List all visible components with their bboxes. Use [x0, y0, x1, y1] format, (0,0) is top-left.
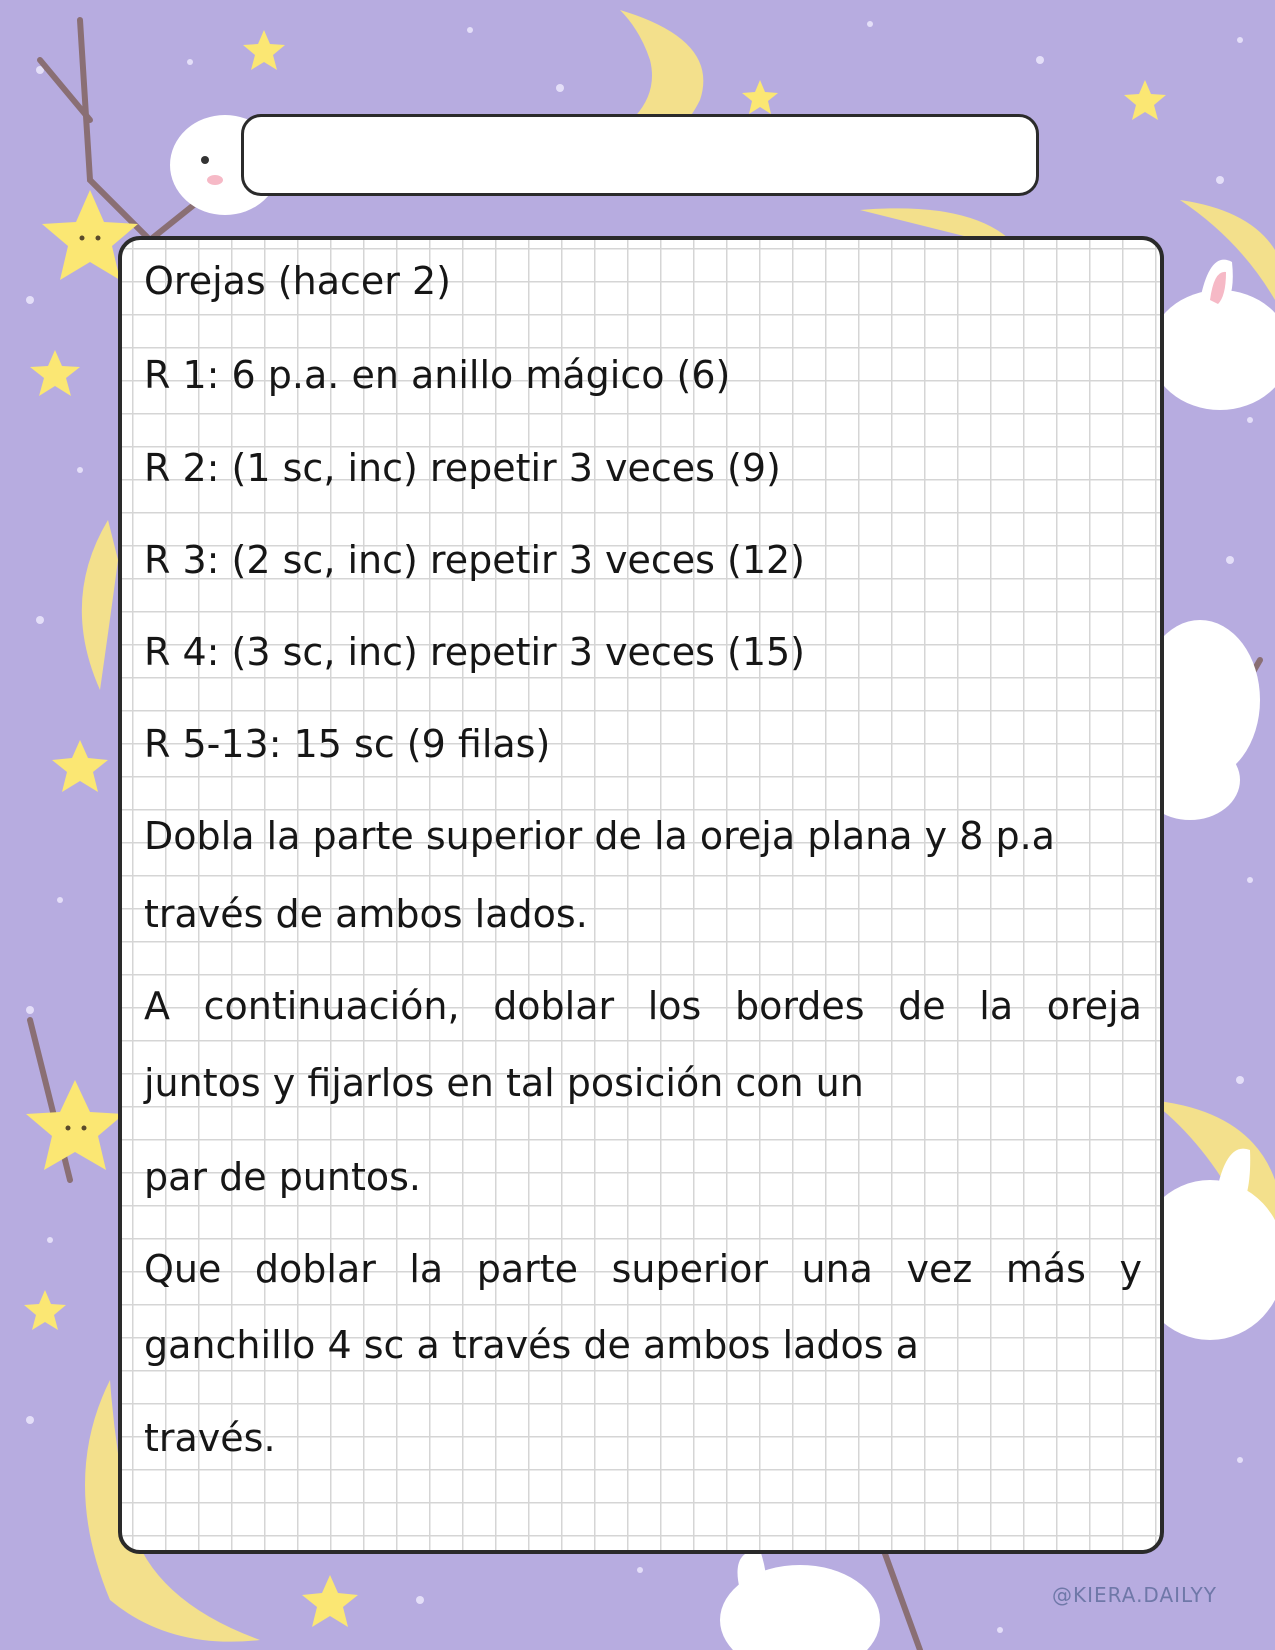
word: los: [647, 984, 702, 1028]
word: y: [1119, 1247, 1142, 1291]
title-box: [241, 114, 1039, 196]
paragraph-line: par de puntos.: [144, 1155, 422, 1199]
word: la: [979, 984, 1014, 1028]
paragraph-line: través de ambos lados.: [144, 892, 588, 936]
instruction-round-1: R 1: 6 p.a. en anillo mágico (6): [144, 353, 731, 397]
instruction-round-4: R 4: (3 sc, inc) repetir 3 veces (15): [144, 630, 806, 674]
word: más: [1005, 1247, 1086, 1291]
word: de: [898, 984, 946, 1028]
instruction-round-3: R 3: (2 sc, inc) repetir 3 veces (12): [144, 538, 806, 582]
paragraph-line: juntos y fijarlos en tal posición con un: [144, 1061, 864, 1105]
instruction-round-5-13: R 5-13: 15 sc (9 filas): [144, 722, 551, 766]
word: la: [409, 1247, 444, 1291]
word: doblar: [493, 984, 615, 1028]
section-heading: Orejas (hacer 2): [144, 259, 451, 303]
paragraph-line-justified: [144, 1247, 1142, 1291]
watermark: @KIERA.DAILYY: [1052, 1583, 1217, 1607]
paragraph-line: través.: [144, 1416, 276, 1460]
word: oreja: [1046, 984, 1142, 1028]
word: Que: [144, 1247, 222, 1291]
word: doblar: [254, 1247, 376, 1291]
paragraph-line-justified: [144, 984, 1142, 1028]
instruction-round-2: R 2: (1 sc, inc) repetir 3 veces (9): [144, 446, 781, 490]
word: bordes: [734, 984, 865, 1028]
word: continuación,: [203, 984, 460, 1028]
word: parte: [476, 1247, 579, 1291]
word: una: [801, 1247, 873, 1291]
word: A: [144, 984, 170, 1028]
paragraph-line: ganchillo 4 sc a través de ambos lados a: [144, 1323, 919, 1367]
word: vez: [906, 1247, 973, 1291]
paragraph-line: Dobla la parte superior de la oreja plana y 8 p.a: [144, 814, 1055, 858]
word: superior: [611, 1247, 768, 1291]
